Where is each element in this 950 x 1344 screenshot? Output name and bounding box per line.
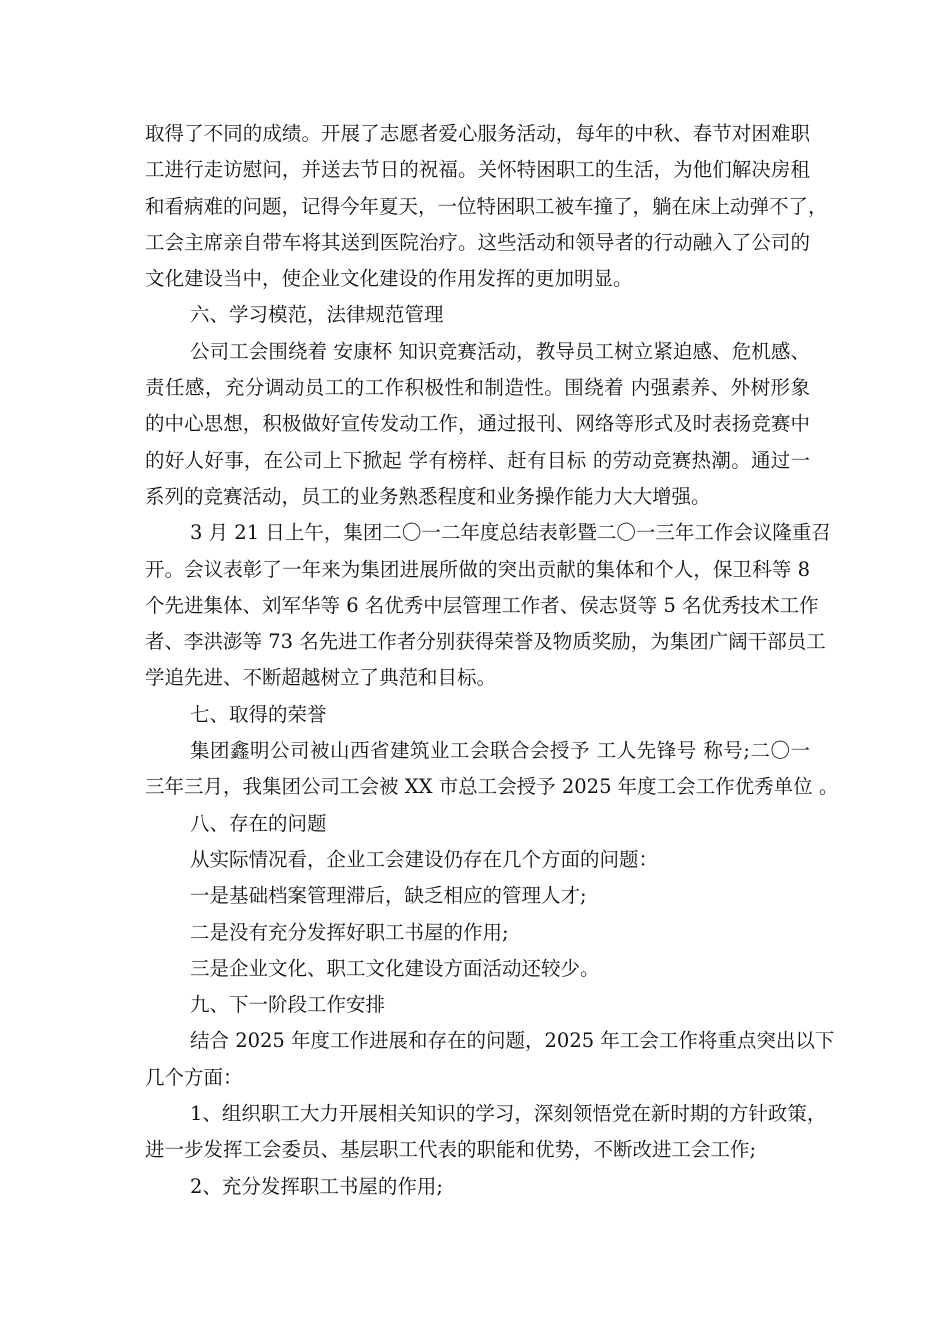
text-line: 一是基础档案管理滞后，缺乏相应的管理人才;	[190, 884, 587, 908]
text-line: 的好人好事，在公司上下掀起 学有榜样、赶有目标 的劳动竞赛热潮。通过一	[145, 448, 810, 472]
text-line: 2、充分发挥职工书屋的作用;	[190, 1174, 443, 1198]
document-body	[145, 116, 839, 1205]
text-line: 结合 2025 年度工作进展和存在的问题，2025 年工会工作将重点突出以下	[190, 1029, 835, 1053]
text-line: 集团鑫明公司被山西省建筑业工会联合会授予 工人先锋号 称号;二〇一	[190, 739, 810, 763]
text-line: 进一步发挥工会委员、基层职工代表的职能和优势，不断改进工会工作;	[145, 1138, 757, 1162]
text-line: 八、存在的问题	[190, 811, 327, 835]
text-line: 六、学习模范，法律规范管理	[190, 303, 444, 327]
text-line: 文化建设当中，使企业文化建设的作用发挥的更加明显。	[145, 267, 633, 291]
text-line: 开。会议表彰了一年来为集团进展所做的突出贡献的集体和个人，保卫科等 8	[145, 557, 810, 581]
text-line: 1、组织职工大力开展相关知识的学习，深刻领悟党在新时期的方针政策，	[190, 1102, 827, 1126]
text-line: 从实际情况看，企业工会建设仍存在几个方面的问题：	[190, 847, 659, 871]
text-line: 几个方面：	[145, 1065, 243, 1089]
text-line: 者、李洪澎等 73 名先进工作者分别获得荣誉及物质奖励，为集团广阔干部员工	[145, 630, 826, 654]
text-line: 3 月 21 日上午，集团二〇一二年度总结表彰暨二〇一三年工作会议隆重召	[190, 521, 831, 545]
text-line: 二是没有充分发挥好职工书屋的作用;	[190, 920, 509, 944]
text-line: 七、取得的荣誉	[190, 702, 327, 726]
text-line: 工会主席亲自带车将其送到医院治疗。这些活动和领导者的行动融入了公司的	[145, 230, 810, 254]
text-line: 三是企业文化、职工文化建设方面活动还较少。	[190, 956, 600, 980]
text-line: 系列的竞赛活动，员工的业务熟悉程度和业务操作能力大大增强。	[145, 484, 711, 508]
text-line: 和看病难的问题，记得今年夏天，一位特困职工被车撞了，躺在床上动弹不了，	[145, 194, 828, 218]
text-line: 个先进集体、刘军华等 6 名优秀中层管理工作者、侯志贤等 5 名优秀技术工作	[145, 593, 819, 617]
text-line: 学追先进、不断超越树立了典范和目标。	[145, 666, 497, 690]
text-line: 三年三月，我集团公司工会被 XX 市总工会授予 2025 年度工会工作优秀单位 。	[145, 775, 839, 799]
text-line: 公司工会围绕着 安康杯 知识竞赛活动，教导员工树立紧迫感、危机感、	[190, 339, 810, 363]
text-line: 九、下一阶段工作安排	[190, 993, 386, 1017]
text-line: 的中心思想，积极做好宣传发动工作，通过报刊、网络等形式及时表扬竞赛中	[145, 412, 810, 436]
text-line: 取得了不同的成绩。开展了志愿者爱心服务活动，每年的中秋、春节对困难职	[145, 122, 810, 145]
text-line: 责任感，充分调动员工的工作积极性和制造性。围绕着 内强素养、外树形象	[145, 376, 810, 400]
text-line: 工进行走访慰问，并送去节日的祝福。关怀特困职工的生活，为他们解决房租	[145, 158, 810, 182]
